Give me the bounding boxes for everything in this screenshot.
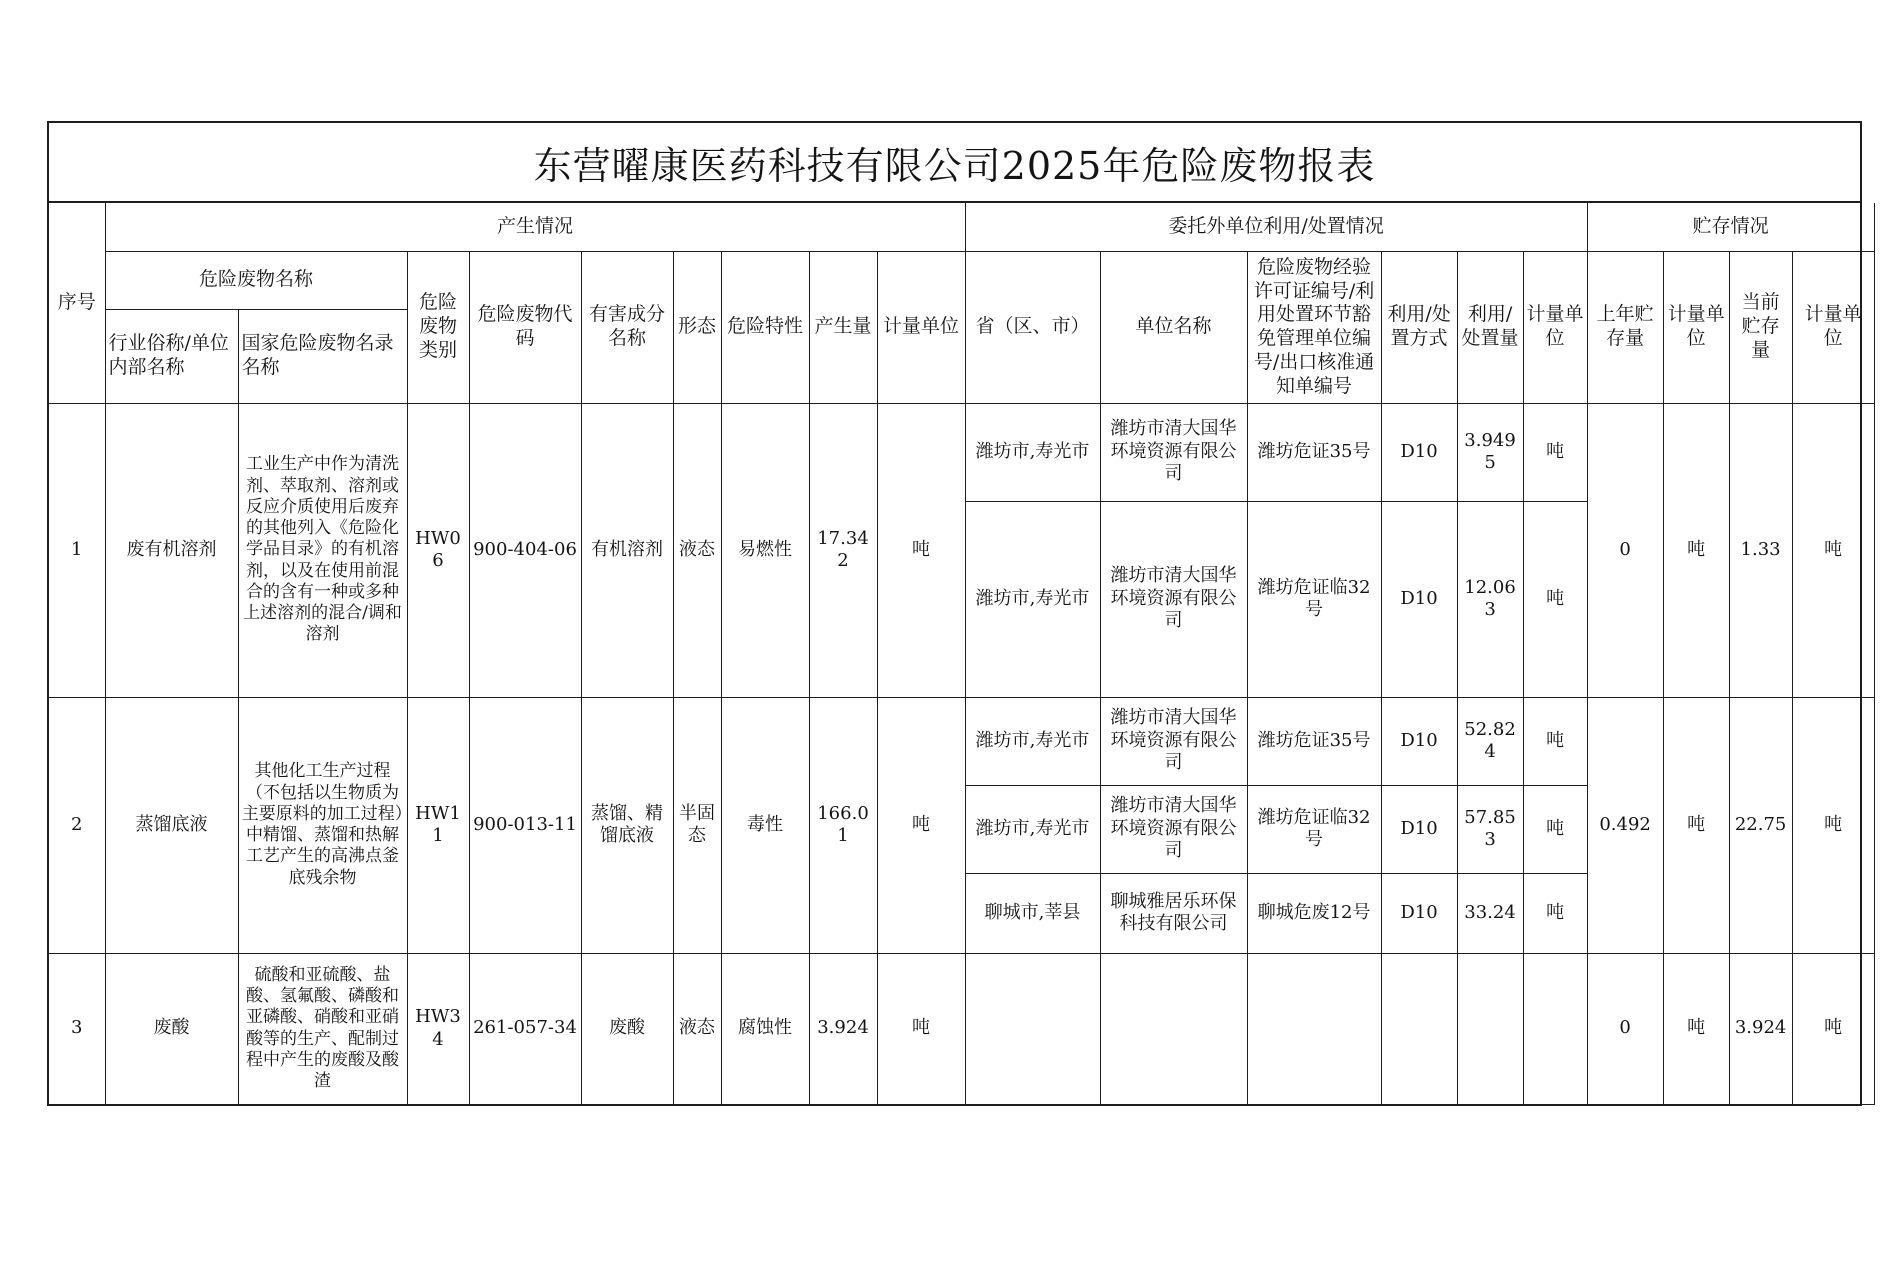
cell-form: 液态 xyxy=(673,953,721,1104)
table-row xyxy=(49,697,1874,785)
cell-amount: 3.9495 xyxy=(1457,403,1523,501)
cell-disposal-unit: 吨 xyxy=(1523,873,1587,953)
cell-company-empty xyxy=(1100,953,1247,1104)
cell-license: 潍坊危证临32号 xyxy=(1247,501,1381,697)
report-sheet xyxy=(47,121,1862,1106)
cell-national-name: 其他化工生产过程（不包括以生物质为主要原料的加工过程）中精馏、蒸馏和热解工艺产生的高沸点釜底残余物 xyxy=(238,697,407,953)
cell-unit: 吨 xyxy=(877,953,965,1104)
cell-license: 聊城危废12号 xyxy=(1247,873,1381,953)
cell-code: 261-057-34 xyxy=(469,953,581,1104)
cell-current-storage: 3.924 xyxy=(1729,953,1792,1104)
cell-seq: 3 xyxy=(49,953,105,1104)
cell-license: 潍坊危证35号 xyxy=(1247,697,1381,785)
cell-method: D10 xyxy=(1381,697,1457,785)
cell-output: 17.342 xyxy=(809,403,877,697)
cell-company: 潍坊市清大国华环境资源有限公司 xyxy=(1100,785,1247,873)
header-company: 单位名称 xyxy=(1100,251,1247,403)
cell-unit: 吨 xyxy=(877,403,965,697)
cell-license: 潍坊危证临32号 xyxy=(1247,785,1381,873)
header-unit4: 计量单位 xyxy=(1792,251,1874,403)
cell-current-unit: 吨 xyxy=(1792,403,1874,697)
cell-province: 潍坊市,寿光市 xyxy=(965,501,1100,697)
cell-method: D10 xyxy=(1381,501,1457,697)
cell-province: 聊城市,莘县 xyxy=(965,873,1100,953)
header-entrusted: 委托外单位利用/处置情况 xyxy=(965,203,1587,251)
cell-category: HW06 xyxy=(407,403,469,697)
header-component: 有害成分名称 xyxy=(581,251,673,403)
cell-amount: 57.853 xyxy=(1457,785,1523,873)
cell-code: 900-404-06 xyxy=(469,403,581,697)
cell-component: 蒸馏、精馏底液 xyxy=(581,697,673,953)
cell-method: D10 xyxy=(1381,873,1457,953)
cell-seq: 2 xyxy=(49,697,105,953)
cell-amount: 52.824 xyxy=(1457,697,1523,785)
cell-industry-name: 废有机溶剂 xyxy=(105,403,238,697)
header-waste-name: 危险废物名称 xyxy=(105,251,407,309)
cell-prev-storage: 0.492 xyxy=(1587,697,1663,953)
cell-license-empty xyxy=(1247,953,1381,1104)
cell-component: 有机溶剂 xyxy=(581,403,673,697)
cell-amount: 12.063 xyxy=(1457,501,1523,697)
header-current-storage: 当前贮存量 xyxy=(1729,251,1792,403)
cell-form: 半固态 xyxy=(673,697,721,953)
header-unit3: 计量单位 xyxy=(1663,251,1729,403)
cell-output: 166.01 xyxy=(809,697,877,953)
cell-code: 900-013-11 xyxy=(469,697,581,953)
cell-province: 潍坊市,寿光市 xyxy=(965,697,1100,785)
header-code: 危险废物代码 xyxy=(469,251,581,403)
cell-prev-storage: 0 xyxy=(1587,953,1663,1104)
report-title: 东营曜康医药科技有限公司2025年危险废物报表 xyxy=(49,123,1860,203)
cell-company: 潍坊市清大国华环境资源有限公司 xyxy=(1100,501,1247,697)
cell-disposal-unit: 吨 xyxy=(1523,403,1587,501)
cell-prev-unit: 吨 xyxy=(1663,403,1729,697)
header-seq: 序号 xyxy=(49,203,105,403)
cell-amount-empty xyxy=(1457,953,1523,1104)
header-unit2: 计量单位 xyxy=(1523,251,1587,403)
header-method: 利用/处置方式 xyxy=(1381,251,1457,403)
cell-property: 腐蚀性 xyxy=(721,953,809,1104)
waste-table xyxy=(49,203,1875,1105)
cell-category: HW11 xyxy=(407,697,469,953)
cell-form: 液态 xyxy=(673,403,721,697)
cell-disposal-unit: 吨 xyxy=(1523,697,1587,785)
cell-method: D10 xyxy=(1381,403,1457,501)
cell-company: 聊城雅居乐环保科技有限公司 xyxy=(1100,873,1247,953)
header-property: 危险特性 xyxy=(721,251,809,403)
cell-prev-storage: 0 xyxy=(1587,403,1663,697)
header-national-name: 国家危险废物名录名称 xyxy=(238,309,407,403)
cell-current-unit: 吨 xyxy=(1792,697,1874,953)
cell-method: D10 xyxy=(1381,785,1457,873)
cell-province: 潍坊市,寿光市 xyxy=(965,403,1100,501)
cell-prev-unit: 吨 xyxy=(1663,953,1729,1104)
cell-national-name: 工业生产中作为清洗剂、萃取剂、溶剂或反应介质使用后废弃的其他列入《危险化学品目录》的有机溶剂，以及在使用前混合的含有一种或多种上述溶剂的混合/调和溶剂 xyxy=(238,403,407,697)
cell-company: 潍坊市清大国华环境资源有限公司 xyxy=(1100,697,1247,785)
cell-seq: 1 xyxy=(49,403,105,697)
cell-industry-name: 蒸馏底液 xyxy=(105,697,238,953)
header-storage: 贮存情况 xyxy=(1587,203,1874,251)
header-industry-name: 行业俗称/单位内部名称 xyxy=(105,309,238,403)
cell-unit: 吨 xyxy=(877,697,965,953)
cell-province: 潍坊市,寿光市 xyxy=(965,785,1100,873)
header-form: 形态 xyxy=(673,251,721,403)
cell-license: 潍坊危证35号 xyxy=(1247,403,1381,501)
cell-property: 易燃性 xyxy=(721,403,809,697)
cell-current-unit: 吨 xyxy=(1792,953,1874,1104)
header-generation: 产生情况 xyxy=(105,203,965,251)
header-license: 危险废物经验许可证编号/利用处置环节豁免管理单位编号/出口核准通知单编号 xyxy=(1247,251,1381,403)
cell-current-storage: 22.75 xyxy=(1729,697,1792,953)
cell-category: HW34 xyxy=(407,953,469,1104)
cell-province-empty xyxy=(965,953,1100,1104)
cell-national-name: 硫酸和亚硫酸、盐酸、氢氟酸、磷酸和亚磷酸、硝酸和亚硝酸等的生产、配制过程中产生的废酸及酸渣 xyxy=(238,953,407,1104)
header-unit: 计量单位 xyxy=(877,251,965,403)
cell-property: 毒性 xyxy=(721,697,809,953)
header-category: 危险废物类别 xyxy=(407,251,469,403)
cell-current-storage: 1.33 xyxy=(1729,403,1792,697)
cell-disposal-unit: 吨 xyxy=(1523,501,1587,697)
cell-method-empty xyxy=(1381,953,1457,1104)
cell-disposal-unit-empty xyxy=(1523,953,1587,1104)
table-row xyxy=(49,403,1874,501)
cell-disposal-unit: 吨 xyxy=(1523,785,1587,873)
header-prev-storage: 上年贮存量 xyxy=(1587,251,1663,403)
cell-company: 潍坊市清大国华环境资源有限公司 xyxy=(1100,403,1247,501)
header-province: 省（区、市） xyxy=(965,251,1100,403)
cell-output: 3.924 xyxy=(809,953,877,1104)
header-amount: 利用/处置量 xyxy=(1457,251,1523,403)
cell-prev-unit: 吨 xyxy=(1663,697,1729,953)
table-row xyxy=(49,953,1874,1104)
cell-component: 废酸 xyxy=(581,953,673,1104)
cell-amount: 33.24 xyxy=(1457,873,1523,953)
cell-industry-name: 废酸 xyxy=(105,953,238,1104)
header-output: 产生量 xyxy=(809,251,877,403)
